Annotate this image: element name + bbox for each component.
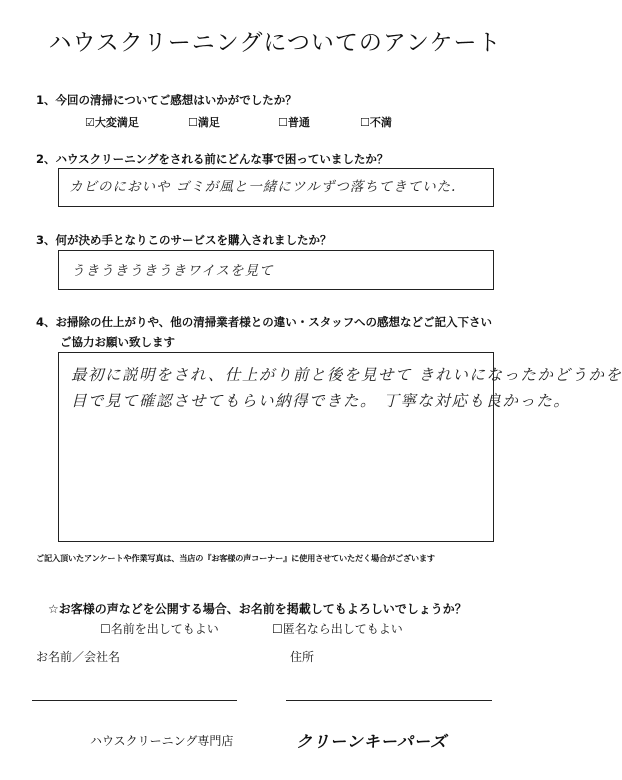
brand-logo-text: クリーンキーパーズ: [296, 732, 448, 751]
publish-option-anonymous[interactable]: ☐匿名なら出してもよい: [272, 622, 403, 636]
q1-option-dissatisfied[interactable]: ☐不満: [360, 116, 392, 129]
q1-option-very-satisfied[interactable]: ☑大変満足: [85, 116, 139, 129]
q3-answer-text: うきうきうきうきワイスを見て: [71, 263, 274, 279]
name-field-line[interactable]: [32, 700, 237, 701]
q2-answer-text: カビのにおいや ゴミが風と一緒にツルずつ落ちてきていた.: [69, 179, 457, 195]
q1-option-satisfied[interactable]: ☐満足: [188, 116, 220, 129]
address-field-line[interactable]: [286, 700, 492, 701]
shop-type-label: ハウスクリーニング専門店: [90, 734, 234, 748]
question-4: 4、お掃除の仕上がりや、他の清掃業者様との違い・スタッフへの感想などご記入下さい: [36, 315, 493, 329]
publish-option-name-ok[interactable]: ☐名前を出してもよい: [100, 622, 219, 636]
usage-notice: ご記入頂いたアンケートや作業写真は、当店の『お客様の声コーナー』に使用させていただく場合がございます: [36, 553, 435, 563]
q3-answer-box[interactable]: [58, 250, 494, 290]
q1-option-normal[interactable]: ☐普通: [278, 116, 310, 129]
q4-answer-line-1: 最初に説明をされ、仕上がり前と後を見せて きれいになったかどうかを: [71, 366, 622, 384]
name-label: お名前／会社名: [36, 650, 121, 664]
q2-answer-box[interactable]: [58, 168, 494, 207]
question-4-request: ご協力お願い致します: [60, 335, 175, 349]
publish-question: ☆お客様の声などを公開する場合、お名前を掲載してもよろしいでしょうか？: [48, 602, 467, 616]
address-label: 住所: [290, 650, 315, 664]
survey-title: ハウスクリーニングについてのアンケート: [48, 30, 502, 56]
question-3: 3、何が決め手となりこのサービスを購入されましたか？: [36, 233, 332, 247]
question-1: 1、今回の清掃についてご感想はいかがでしたか？: [36, 93, 297, 107]
q4-answer-box[interactable]: [58, 352, 622, 542]
question-2: 2、ハウスクリーニングをされる前にどんな事で困っていましたか？: [36, 152, 389, 166]
q4-answer-line-2: 目で見て確認させてもらい納得できた。 丁寧な対応も良かった。: [71, 392, 571, 410]
